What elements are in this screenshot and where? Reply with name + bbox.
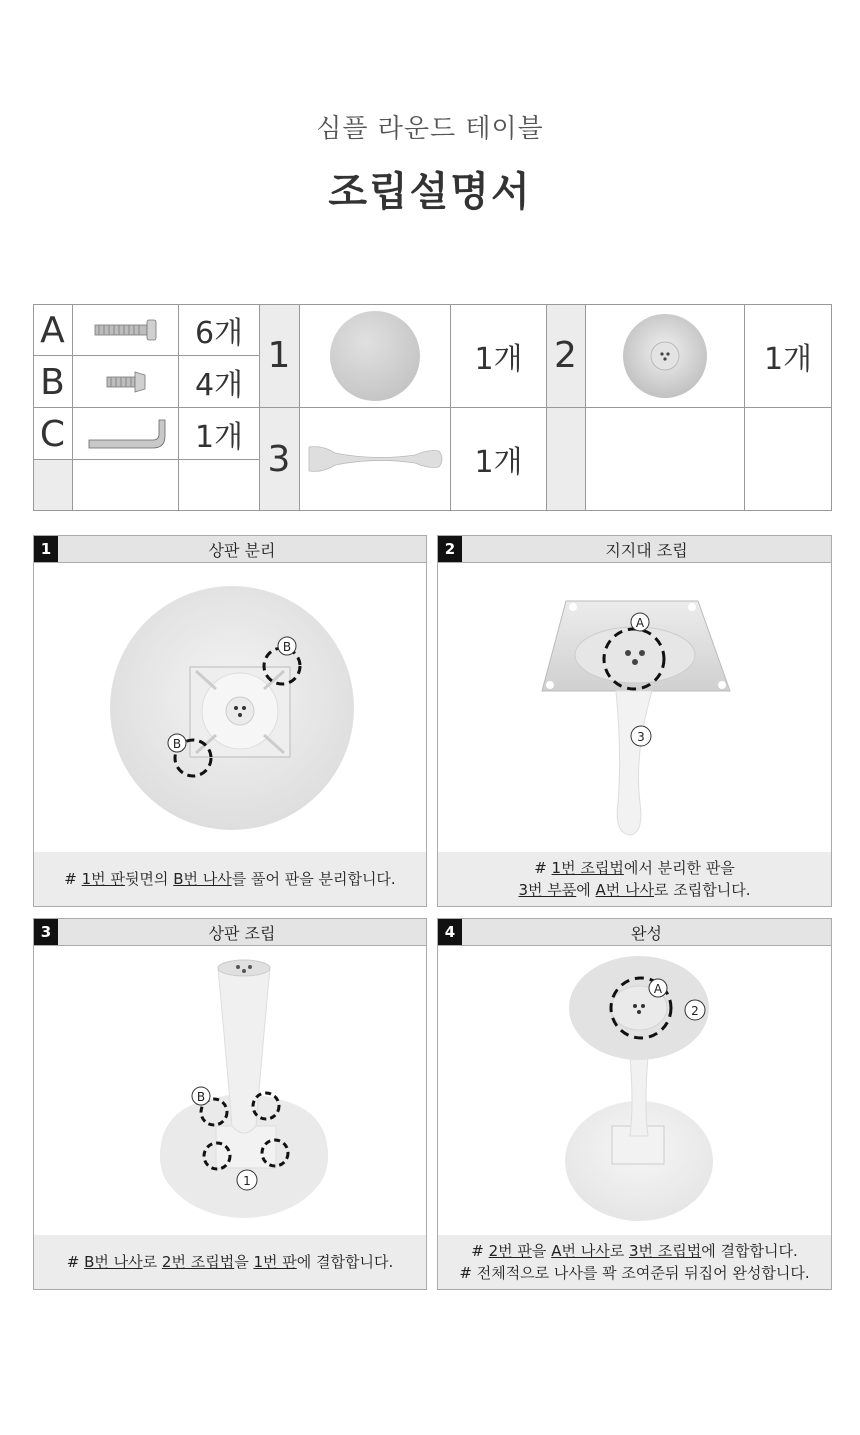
caption-text: #	[66, 1253, 85, 1271]
step-title: 상판 조립	[208, 923, 276, 943]
pedestal-icon	[300, 408, 450, 510]
parts-table	[33, 304, 832, 511]
part-letter-c: C	[39, 413, 66, 455]
step-marker: 2	[691, 1004, 699, 1018]
step-marker: B	[196, 1090, 206, 1104]
caption-text: 로	[609, 1242, 629, 1260]
caption-line	[534, 857, 735, 879]
step-illustration	[438, 563, 831, 857]
part-qty-3: 1개	[474, 445, 523, 480]
step-number: 1	[34, 536, 58, 562]
part-qty-b: 4개	[194, 368, 244, 403]
step-header	[438, 536, 831, 563]
caption-text: 뒷면의	[124, 870, 174, 888]
round-top-icon	[300, 304, 450, 407]
step-number: 4	[438, 919, 462, 945]
caption-emphasis: 1번 판	[81, 870, 125, 888]
caption-text: 을	[234, 1253, 254, 1271]
step-number: 2	[438, 536, 462, 562]
product-subtitle: 심플 라운드 테이블	[316, 114, 544, 144]
part-number-1: 1	[267, 335, 291, 376]
page-title: 조립설명서	[328, 169, 532, 215]
caption-text: 에 결합합니다.	[701, 1242, 798, 1260]
part-qty-1: 1개	[474, 341, 523, 377]
step-panel-3	[33, 918, 427, 1290]
step-panel-4	[437, 918, 832, 1290]
base-plate-icon	[586, 304, 744, 407]
caption-emphasis: A번 나사	[595, 881, 655, 899]
step-caption	[34, 1235, 426, 1289]
part-qty-c: 1개	[194, 420, 244, 455]
step-number: 3	[34, 919, 58, 945]
step-panel-2	[437, 535, 832, 907]
step-marker: A	[653, 982, 663, 996]
bolt-short-icon	[73, 356, 178, 408]
caption-emphasis: 1번 조립법	[551, 859, 624, 877]
part-number-3: 3	[267, 438, 291, 480]
caption-text: 에 결합합니다.	[296, 1253, 394, 1271]
caption-text: 로	[142, 1253, 162, 1271]
caption-emphasis: 3번 부품	[518, 881, 577, 899]
caption-text: #	[471, 1242, 489, 1260]
step-header	[34, 536, 426, 563]
step-caption	[438, 1235, 831, 1289]
step-title: 지지대 조립	[605, 540, 688, 560]
step-marker: B	[172, 737, 182, 751]
caption-emphasis: 3번 조립법	[628, 1242, 702, 1260]
part-qty-2: 1개	[763, 341, 813, 377]
caption-line	[471, 1240, 797, 1262]
step-marker: A	[635, 616, 645, 630]
caption-line	[459, 1262, 809, 1284]
part-letter-b: B	[40, 361, 65, 403]
caption-text: 에서 분리한 판을	[623, 859, 735, 877]
caption-line	[67, 1251, 393, 1273]
step-illustration	[438, 946, 831, 1240]
caption-emphasis: B번 나사	[173, 870, 232, 888]
caption-text: 에	[576, 881, 596, 899]
caption-emphasis: B번 나사	[84, 1253, 143, 1271]
caption-emphasis: 2번 조립법	[161, 1253, 235, 1271]
step-caption	[34, 852, 426, 906]
step-title: 상판 분리	[208, 540, 276, 560]
step-caption	[438, 852, 831, 906]
caption-text: 을	[531, 1242, 552, 1260]
caption-emphasis: A번 나사	[551, 1242, 610, 1260]
caption-text: 로 조립합니다.	[654, 881, 751, 899]
caption-text: #	[534, 859, 552, 877]
bolt-long-icon	[73, 304, 178, 356]
caption-text: 를 풀어 판을 분리합니다.	[231, 870, 396, 888]
part-letter-a: A	[40, 309, 65, 351]
caption-emphasis: 2번 판	[488, 1242, 532, 1260]
caption-text: #	[64, 870, 82, 888]
step-illustration	[34, 946, 426, 1240]
caption-line	[64, 868, 395, 890]
step-panel-1	[33, 535, 427, 907]
step-header	[438, 919, 831, 946]
step-illustration	[34, 563, 426, 857]
step-header	[34, 919, 426, 946]
part-qty-a: 6개	[194, 316, 244, 351]
step-marker: 1	[243, 1174, 251, 1188]
caption-line	[518, 879, 750, 901]
caption-text: # 전체적으로 나사를 꽉 조여준뒤 뒤집어 완성합니다.	[459, 1264, 810, 1282]
hex-key-icon	[73, 408, 178, 460]
caption-emphasis: 1번 판	[253, 1253, 297, 1271]
step-marker: 3	[637, 730, 645, 744]
part-number-2: 2	[554, 335, 577, 376]
step-title: 완성	[631, 923, 662, 943]
step-marker: B	[282, 640, 292, 654]
